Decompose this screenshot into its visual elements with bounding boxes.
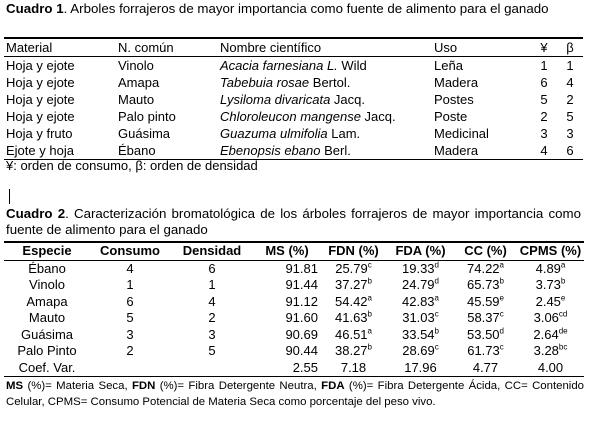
species-cell: Palo Pinto (17, 343, 77, 358)
fdn-cell-value: 37.27 (335, 277, 368, 292)
fdn-cell (320, 343, 387, 360)
table1-row (4, 142, 583, 160)
cpms-cell-letter: de (558, 326, 568, 336)
scientific-name: Guazuma ulmifolia (220, 126, 328, 141)
fdn-cell (320, 260, 387, 277)
note-fda-abbr: FDA (321, 380, 345, 392)
table2-row (4, 277, 584, 294)
density-cell: 4 (208, 293, 216, 309)
use-cell: Madera (434, 75, 479, 90)
fdn-cell-value: 46.51 (335, 326, 368, 342)
fda-cell-value: 24.79 (402, 277, 435, 292)
common-name-cell: Amapa (118, 75, 160, 90)
fda-cell (387, 327, 454, 344)
table2 (4, 241, 584, 377)
species-cell: Mauto (28, 310, 66, 325)
table2-header-especie: Especie (4, 242, 90, 260)
consumption-cell: 3 (126, 326, 134, 342)
table2-header-row (4, 242, 584, 260)
cpms-cell (517, 260, 584, 277)
note-ms-abbr: MS (6, 380, 24, 392)
consumption-cell: 6 (126, 293, 134, 309)
cc-cell-value: 61.73 (467, 343, 500, 358)
cc-cell-letter: e (499, 293, 504, 303)
common-name-cell: Palo pinto (118, 109, 176, 124)
consumption-order-cell: 3 (540, 126, 548, 141)
density-order-cell: 2 (566, 92, 574, 107)
consumption-order-cell: 5 (540, 92, 548, 107)
fdn-cell (320, 277, 387, 294)
table2-header-consumo: Consumo (90, 242, 170, 260)
density-order-cell: 3 (566, 126, 574, 141)
density-cell: 3 (208, 326, 216, 342)
table2-row (4, 327, 584, 344)
cc-cell-letter: d (499, 326, 504, 336)
table2-coef-row (4, 360, 584, 377)
common-name-cell: Mauto (118, 92, 155, 107)
cpms-cell-value: 3.73 (535, 277, 561, 292)
material-cell: Hoja y fruto (6, 126, 73, 141)
cc-cell-letter: a (499, 260, 504, 270)
fda-cell-value: 42.83 (402, 293, 435, 309)
coef-empty-cell (170, 360, 254, 377)
cpms-cell-value: 3.28 (533, 343, 559, 358)
note-fda-def: (%)= Fibra Detergente Ácida, CC= Contenido Celular, CPMS= Consumo Potencial de Materia Seca como porcentaje del peso vivo. (6, 380, 585, 408)
fda-cell-letter: b (434, 326, 439, 336)
table1-header-row (4, 38, 583, 57)
cc-cell-value: 65.73 (467, 277, 500, 292)
cpms-cell-value: 4.89 (535, 260, 561, 276)
consumption-cell: 4 (126, 260, 134, 276)
density-order-cell: 6 (557, 142, 583, 160)
table1-header-densidad: β (557, 38, 583, 57)
use-cell: Leña (434, 58, 463, 73)
cpms-cell-letter: b (560, 276, 566, 286)
use-cell: Poste (434, 109, 468, 124)
cpms-cell (517, 294, 584, 311)
table1-row (4, 108, 583, 125)
cpms-cell-value: 2.45 (535, 293, 561, 309)
table2-caption (6, 206, 581, 238)
scientific-name: Ebenopsis ebano (220, 143, 321, 158)
table1-header-comun: N. común (116, 38, 218, 57)
cpms-cell (517, 310, 584, 327)
table1-caption (6, 1, 581, 17)
table1-header-material: Material (4, 38, 116, 57)
table2-row (4, 294, 584, 311)
fda-cell (387, 294, 454, 311)
consumption-cell: 1 (126, 277, 134, 292)
fda-cell (387, 277, 454, 294)
scientific-name-cell (218, 142, 432, 160)
author-name: Wild (337, 58, 367, 73)
table2-footnote (6, 378, 584, 410)
coef-fdn-cell: 7.18 (320, 360, 387, 377)
table1 (4, 37, 583, 160)
fdn-cell-letter: b (367, 276, 372, 286)
scientific-name-cell (218, 125, 432, 142)
note-fdn-def: (%)= Fibra Detergente Neutra, (155, 380, 322, 392)
table1-row (4, 91, 583, 108)
cc-cell-value: 58.37 (467, 310, 500, 325)
cpms-cell-value: 2.64 (533, 326, 559, 342)
coef-cc-cell: 4.77 (454, 360, 517, 377)
author-name: Jacq. (360, 109, 396, 124)
table1-header-consumo: ¥ (531, 38, 557, 57)
species-cell: Vinolo (29, 277, 65, 292)
fda-cell-letter: c (434, 342, 439, 352)
cc-cell (454, 277, 517, 294)
fda-cell-value: 28.69 (402, 343, 435, 358)
cc-cell-letter: c (499, 342, 504, 352)
table1-row (4, 74, 583, 91)
cpms-cell (517, 327, 584, 344)
fda-cell-value: 33.54 (402, 326, 435, 342)
table2-row (4, 310, 584, 327)
fdn-cell-letter: c (367, 260, 372, 270)
scientific-name-cell (218, 57, 432, 75)
table2-row (4, 260, 584, 277)
material-cell: Hoja y ejote (6, 109, 75, 124)
cc-cell (454, 310, 517, 327)
species-cell: Amapa (26, 293, 68, 309)
density-order-cell: 1 (566, 58, 574, 73)
fda-cell-value: 19.33 (402, 260, 435, 276)
use-cell: Madera (432, 142, 531, 160)
fdn-cell (320, 310, 387, 327)
fdn-cell-letter: a (367, 293, 372, 303)
cc-cell-letter: b (499, 276, 504, 286)
fdn-cell-value: 41.63 (335, 310, 368, 325)
fda-cell (387, 260, 454, 277)
fdn-cell (320, 294, 387, 311)
fda-cell-letter: d (434, 276, 439, 286)
species-cell: Ébano (28, 260, 66, 276)
fdn-cell-value: 25.79 (335, 260, 368, 276)
density-order-cell: 4 (566, 75, 574, 90)
table1-row (4, 125, 583, 142)
ms-cell: 90.69 (285, 326, 318, 342)
fdn-cell-value: 54.42 (335, 293, 368, 309)
fdn-cell-letter: b (367, 342, 372, 352)
fda-cell (387, 310, 454, 327)
cpms-cell-letter: bc (558, 342, 568, 352)
ms-cell: 90.44 (285, 343, 318, 358)
cc-cell (454, 260, 517, 277)
table1-header-cientifico: Nombre científico (218, 38, 432, 57)
cc-cell (454, 343, 517, 360)
cc-cell (454, 327, 517, 344)
use-cell: Medicinal (434, 126, 489, 141)
scientific-name: Lysiloma divaricata (220, 92, 331, 107)
scientific-name-cell (218, 91, 432, 108)
cc-cell-value: 74.22 (467, 260, 500, 276)
consumption-order-cell: 6 (540, 75, 548, 90)
ms-cell: 91.81 (285, 260, 318, 276)
cpms-cell-letter: cd (558, 309, 568, 319)
author-name: Lam. (327, 126, 361, 141)
table2-header-fdn: FDN (%) (320, 242, 387, 260)
cc-cell-value: 45.59 (467, 293, 500, 309)
table2-header-densidad: Densidad (170, 242, 254, 260)
common-name-cell: Vinolo (118, 58, 154, 73)
text-cursor (9, 189, 10, 204)
table2-header-cc: CC (%) (454, 242, 517, 260)
use-cell: Postes (434, 92, 474, 107)
table1-caption-text: . Arboles forrajeros de mayor importancia como fuente de alimento para el ganado (63, 1, 549, 16)
fda-cell (387, 343, 454, 360)
coef-cpms-cell: 4.00 (517, 360, 584, 377)
coef-ms-cell: 2.55 (254, 360, 320, 377)
density-cell: 2 (208, 310, 216, 325)
cpms-cell-letter: a (560, 260, 566, 270)
fda-cell-value: 31.03 (402, 310, 435, 325)
consumption-order-cell: 2 (540, 109, 548, 124)
material-cell: Hoja y ejote (6, 75, 75, 90)
ms-cell: 91.60 (285, 310, 318, 325)
table2-caption-label: Cuadro 2 (6, 206, 66, 221)
table2-header-cpms: CPMS (%) (517, 242, 584, 260)
author-name: Berl. (320, 143, 351, 158)
scientific-name-cell (218, 74, 432, 91)
coef-empty-cell (90, 360, 170, 377)
table1-row (4, 57, 583, 75)
table2-header-ms: MS (%) (254, 242, 320, 260)
common-name-cell: Guásima (118, 126, 171, 141)
consumption-order-cell: 1 (540, 58, 548, 73)
cpms-cell (517, 277, 584, 294)
density-order-cell: 5 (566, 109, 574, 124)
consumption-cell: 2 (126, 343, 134, 358)
note-fdn-abbr: FDN (131, 380, 156, 392)
consumption-cell: 5 (126, 310, 134, 325)
fdn-cell-letter: a (367, 326, 372, 336)
table1-footnote: ¥: orden de consumo, β: orden de densidad (6, 158, 258, 173)
consumption-order-cell: 4 (531, 142, 557, 160)
table2-row (4, 343, 584, 360)
cc-cell-value: 53.50 (467, 326, 500, 342)
fda-cell-letter: d (434, 260, 439, 270)
author-name: Bertol. (309, 75, 351, 90)
cc-cell-letter: c (499, 309, 504, 319)
cpms-cell (517, 343, 584, 360)
common-name-cell: Ébano (116, 142, 218, 160)
table2-header-fda: FDA (%) (387, 242, 454, 260)
scientific-name: Tabebuia rosae (220, 75, 310, 90)
density-cell: 6 (208, 260, 216, 276)
cpms-cell-value: 3.06 (533, 310, 559, 325)
species-cell: Guásima (20, 326, 74, 342)
density-cell: 5 (208, 343, 216, 358)
fda-cell-letter: a (434, 293, 439, 303)
cpms-cell-letter: e (560, 293, 566, 303)
material-cell: Hoja y ejote (6, 92, 75, 107)
table2-caption-text: . Caracterización bromatológica de los árboles forrajeros de mayor importancia como fuente de alimento para el ganado (6, 206, 581, 237)
table1-header-uso: Uso (432, 38, 531, 57)
cc-cell (454, 294, 517, 311)
fdn-cell (320, 327, 387, 344)
note-ms-def: (%)= Materia Seca, (23, 380, 132, 392)
scientific-name: Acacia farnesiana L. (220, 58, 338, 73)
coef-label-cell: Coef. Var. (4, 360, 90, 377)
fdn-cell-value: 38.27 (335, 343, 368, 358)
coef-fda-cell: 17.96 (387, 360, 454, 377)
scientific-name-cell (218, 108, 432, 125)
density-cell: 1 (208, 277, 216, 292)
material-cell: Hoja y ejote (6, 58, 75, 73)
ms-cell: 91.44 (285, 277, 318, 292)
scientific-name: Chloroleucon mangense (220, 109, 361, 124)
fda-cell-letter: c (434, 309, 439, 319)
fdn-cell-letter: b (367, 309, 372, 319)
table1-caption-label: Cuadro 1 (6, 1, 64, 16)
author-name: Jacq. (330, 92, 365, 107)
material-cell: Ejote y hoja (4, 142, 116, 160)
ms-cell: 91.12 (285, 293, 318, 309)
